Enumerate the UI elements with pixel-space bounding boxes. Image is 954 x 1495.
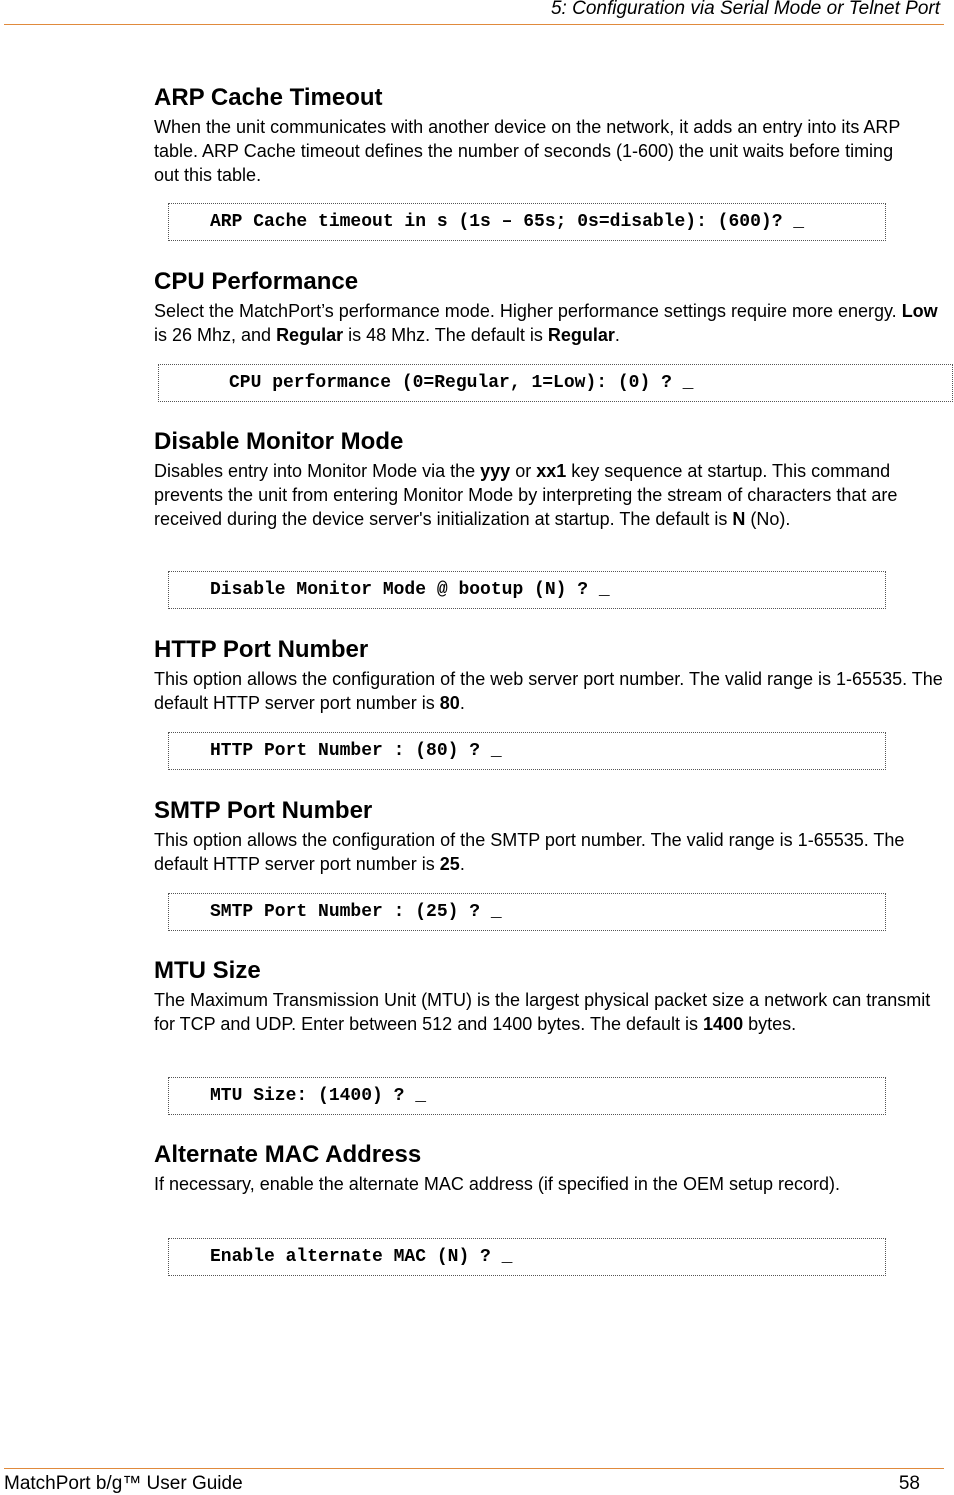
section-cpu-performance — [154, 268, 944, 347]
section-alternate-mac — [154, 1141, 944, 1196]
bold-regular: Regular — [276, 325, 344, 345]
section-title: ARP Cache Timeout — [154, 84, 383, 111]
section-title: MTU Size — [154, 957, 261, 984]
bold-default: 80 — [439, 693, 460, 713]
page-number: 58 — [898, 1473, 920, 1494]
bold-default: 25 — [439, 854, 460, 874]
footer-rule — [4, 1468, 944, 1469]
section-body: Select the MatchPort’s performance mode. Higher performance settings require more energy. Low is 26 Mhz, and Regular is 48 Mhz. The default is Regular. — [154, 301, 938, 345]
section-title: CPU Performance — [154, 268, 359, 295]
section-body: The Maximum Transmission Unit (MTU) is the largest physical packet size a network can transmit for TCP and UDP. Enter between 512 and 1400 bytes. The default is 1400 bytes. — [154, 990, 931, 1034]
header-title: 5: Configuration via Serial Mode or Telnet Port — [550, 0, 940, 19]
section-arp-cache-timeout — [154, 84, 944, 187]
section-mtu-size — [154, 957, 944, 1036]
section-body: If necessary, enable the alternate MAC address (if specified in the OEM setup record). — [154, 1174, 840, 1194]
section-disable-monitor-mode — [154, 428, 944, 531]
footer-guide-title: MatchPort b/g™ User Guide — [4, 1473, 243, 1494]
section-body: Disables entry into Monitor Mode via the yyy or xx1 key sequence at startup. This command prevents the unit from entering Monitor Mode by interpreting the stream of characters that are received during the device server's initialization at startup. The default is N (No). — [154, 461, 898, 529]
section-http-port — [154, 636, 944, 715]
section-body: This option allows the configuration of the web server port number. The valid range is 1-65535. The default HTTP server port number is 80. — [154, 669, 943, 713]
section-title: HTTP Port Number — [154, 636, 369, 663]
code-box-monitor: Disable Monitor Mode @ bootup (N) ? _ — [168, 571, 886, 609]
code-box-smtp: SMTP Port Number : (25) ? _ — [168, 893, 886, 931]
code-box-http: HTTP Port Number : (80) ? _ — [168, 732, 886, 770]
section-body: This option allows the configuration of the SMTP port number. The valid range is 1-65535. The default HTTP server port number is 25. — [154, 830, 905, 874]
bold-default: Regular — [547, 325, 615, 345]
bold-yyy: yyy — [480, 461, 511, 481]
bold-default: 1400 — [703, 1014, 744, 1034]
header-rule — [4, 24, 944, 25]
section-title: SMTP Port Number — [154, 797, 373, 824]
section-smtp-port — [154, 797, 944, 876]
page-header — [0, 0, 954, 24]
code-box-cpu: CPU performance (0=Regular, 1=Low): (0) ? _ — [158, 364, 953, 402]
bold-xx1: xx1 — [536, 461, 567, 481]
code-box-mtu: MTU Size: (1400) ? _ — [168, 1077, 886, 1115]
section-body: When the unit communicates with another device on the network, it adds an entry into its ARP table. ARP Cache timeout defines the number of seconds (1-600) the unit waits before timing out this table. — [154, 117, 901, 185]
bold-low: Low — [901, 301, 938, 321]
code-box-mac: Enable alternate MAC (N) ? _ — [168, 1238, 886, 1276]
section-title: Alternate MAC Address — [154, 1141, 422, 1168]
section-title: Disable Monitor Mode — [154, 428, 404, 455]
bold-default: N — [732, 509, 746, 529]
code-box-arp: ARP Cache timeout in s (1s – 65s; 0s=disable): (600)? _ — [168, 203, 886, 241]
